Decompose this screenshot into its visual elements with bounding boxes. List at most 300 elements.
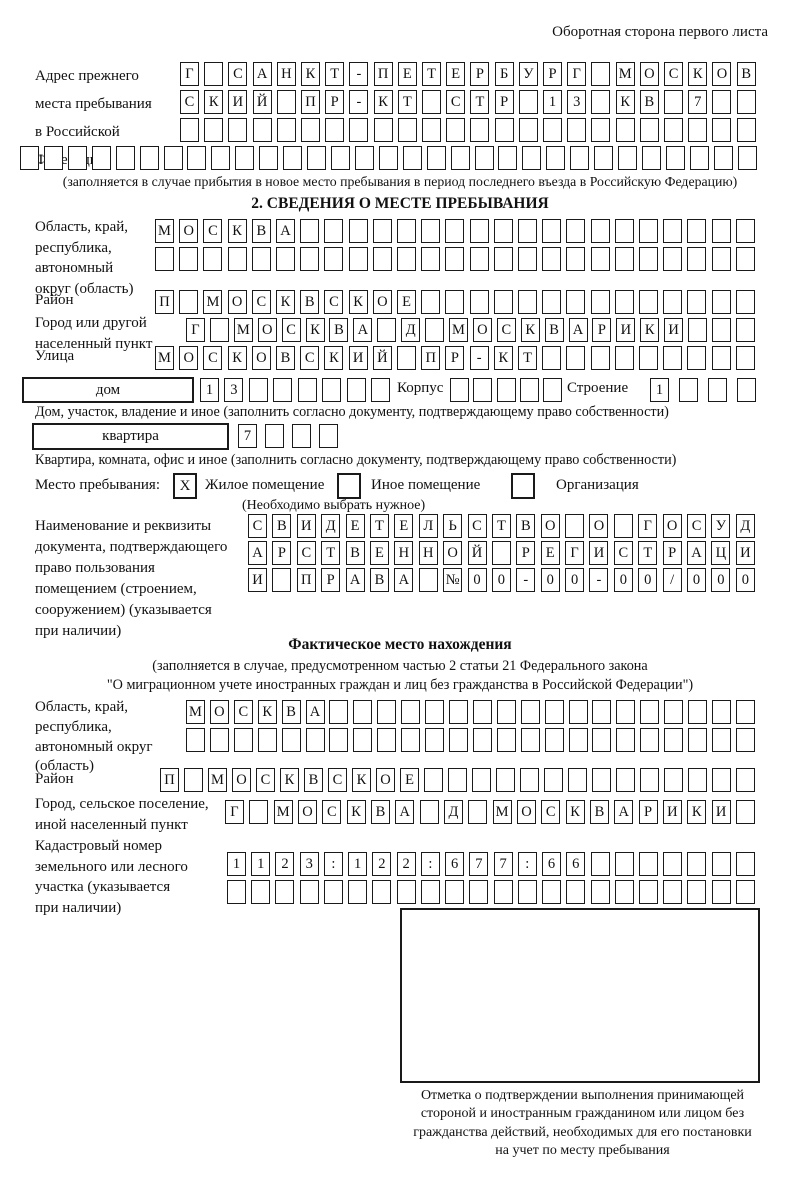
char-cell: Т [321, 541, 340, 565]
char-cell [520, 378, 539, 402]
char-cell [544, 768, 563, 792]
char-cell [615, 219, 634, 243]
char-cell [736, 852, 755, 876]
text-line: Адрес прежнего [35, 68, 139, 84]
actual-region-label [35, 698, 153, 777]
char-cell [736, 346, 755, 370]
char-cell: О [179, 346, 198, 370]
char-cell [397, 880, 416, 904]
char-cell: 0 [541, 568, 560, 592]
char-cell [736, 219, 755, 243]
char-cell: - [349, 90, 368, 114]
char-cell [497, 378, 516, 402]
char-cell [353, 728, 372, 752]
char-cell [445, 290, 464, 314]
char-cell [664, 768, 683, 792]
char-cell: 2 [372, 852, 391, 876]
section2-region-row-1 [155, 219, 755, 243]
char-cell: И [712, 800, 731, 824]
char-cell [186, 728, 205, 752]
char-cell [591, 90, 610, 114]
char-cell: С [203, 346, 222, 370]
char-cell [398, 118, 417, 142]
char-cell: - [516, 568, 535, 592]
char-cell [518, 247, 537, 271]
stroenie-row [650, 378, 756, 402]
char-cell: Е [541, 541, 560, 565]
char-cell [401, 728, 420, 752]
char-cell: 6 [445, 852, 464, 876]
char-cell: О [640, 62, 659, 86]
char-cell [498, 146, 517, 170]
char-cell: А [276, 219, 295, 243]
char-cell [712, 118, 731, 142]
text-line: документа, подтверждающего [35, 539, 228, 555]
char-cell [472, 768, 491, 792]
char-cell: В [304, 768, 323, 792]
actual-region-row-1 [186, 700, 755, 724]
char-cell [640, 118, 659, 142]
char-cell: С [203, 219, 222, 243]
char-cell [496, 768, 515, 792]
char-cell [566, 290, 585, 314]
char-cell [446, 118, 465, 142]
char-cell: М [155, 219, 174, 243]
char-cell: С [256, 768, 275, 792]
char-cell: В [640, 90, 659, 114]
char-cell: В [300, 290, 319, 314]
char-cell [642, 146, 661, 170]
char-cell: 0 [565, 568, 584, 592]
char-cell [277, 90, 296, 114]
char-cell: Ь [443, 514, 462, 538]
char-cell: А [395, 800, 414, 824]
char-cell: А [614, 800, 633, 824]
char-cell [277, 118, 296, 142]
char-cell: Р [470, 62, 489, 86]
text-line: населенный пункт [35, 336, 153, 352]
char-cell: К [521, 318, 540, 342]
char-cell [282, 728, 301, 752]
char-cell: М [449, 318, 468, 342]
char-cell [687, 247, 706, 271]
char-cell: С [328, 768, 347, 792]
char-cell: С [468, 514, 487, 538]
premises-note: (Необходимо выбрать нужное) [242, 498, 426, 513]
char-cell [494, 219, 513, 243]
char-cell [614, 514, 633, 538]
char-cell [470, 118, 489, 142]
char-cell [421, 247, 440, 271]
text-line: стороной и иностранным гражданином или лицом без [420, 1106, 745, 1122]
char-cell: С [282, 318, 301, 342]
stroenie-label: Строение [567, 380, 629, 396]
char-cell [663, 880, 682, 904]
char-cell [397, 247, 416, 271]
char-cell [187, 146, 206, 170]
char-cell [712, 247, 731, 271]
text-line: при наличии) [35, 623, 122, 639]
char-cell: Р [495, 90, 514, 114]
premises-organization-checkbox [511, 473, 535, 499]
char-cell [283, 146, 302, 170]
char-cell [521, 728, 540, 752]
actual-location-note [0, 657, 800, 695]
char-cell: Й [373, 346, 392, 370]
char-cell: Е [397, 290, 416, 314]
char-cell [424, 768, 443, 792]
text-line: в Российской [35, 124, 120, 140]
char-cell [712, 880, 731, 904]
char-cell [736, 768, 755, 792]
char-cell [265, 424, 284, 448]
char-cell [179, 247, 198, 271]
char-cell [497, 700, 516, 724]
char-cell [569, 700, 588, 724]
char-cell [300, 219, 319, 243]
char-cell: К [640, 318, 659, 342]
char-cell [736, 728, 755, 752]
apartment-caption: Квартира, комната, офис и иное (заполнить согласно документу, подтверждающему право собственности) [35, 452, 677, 468]
char-cell [495, 118, 514, 142]
char-cell: И [663, 800, 682, 824]
char-cell [639, 290, 658, 314]
corner-note: Оборотная сторона первого листа [552, 24, 768, 40]
char-cell: А [248, 541, 267, 565]
char-cell [736, 700, 755, 724]
char-cell [210, 728, 229, 752]
char-cell [640, 768, 659, 792]
char-cell [179, 290, 198, 314]
char-cell [445, 247, 464, 271]
char-cell [736, 800, 755, 824]
char-cell [546, 146, 565, 170]
char-cell [639, 247, 658, 271]
char-cell: 7 [494, 852, 513, 876]
house-type-box: дом [22, 377, 194, 403]
char-cell [712, 346, 731, 370]
char-cell: Р [325, 90, 344, 114]
char-cell: 0 [711, 568, 730, 592]
char-cell: О [228, 290, 247, 314]
char-cell: К [349, 290, 368, 314]
char-cell [712, 700, 731, 724]
char-cell [615, 290, 634, 314]
char-cell: А [394, 568, 413, 592]
char-cell: В [516, 514, 535, 538]
char-cell: : [421, 852, 440, 876]
char-cell: М [203, 290, 222, 314]
char-cell [591, 118, 610, 142]
char-cell [712, 318, 731, 342]
char-cell [568, 768, 587, 792]
char-cell [497, 728, 516, 752]
char-cell [445, 880, 464, 904]
text-line: республика, [35, 239, 112, 256]
char-cell [348, 880, 367, 904]
char-cell: В [590, 800, 609, 824]
char-cell [273, 378, 292, 402]
char-cell: Ц [711, 541, 730, 565]
char-cell [419, 568, 438, 592]
char-cell: П [374, 62, 393, 86]
char-cell: Й [468, 541, 487, 565]
char-cell: Е [394, 514, 413, 538]
char-cell [379, 146, 398, 170]
char-cell: О [373, 290, 392, 314]
char-cell [377, 700, 396, 724]
char-cell: М [234, 318, 253, 342]
char-cell: К [280, 768, 299, 792]
char-cell [397, 346, 416, 370]
char-cell [519, 118, 538, 142]
char-cell [44, 146, 63, 170]
apartment-type-box: квартира [32, 423, 229, 450]
char-cell: О [712, 62, 731, 86]
char-cell: Р [592, 318, 611, 342]
char-cell: Г [186, 318, 205, 342]
char-cell [712, 90, 731, 114]
char-cell: 0 [638, 568, 657, 592]
char-cell [663, 290, 682, 314]
stamp-caption [385, 1087, 780, 1161]
char-cell [473, 728, 492, 752]
char-cell: Л [419, 514, 438, 538]
char-cell [736, 247, 755, 271]
char-cell: С [228, 62, 247, 86]
char-cell: К [228, 219, 247, 243]
char-cell: 1 [227, 852, 246, 876]
char-cell [616, 728, 635, 752]
char-cell: М [493, 800, 512, 824]
char-cell [737, 90, 756, 114]
char-cell [592, 768, 611, 792]
char-cell: С [664, 62, 683, 86]
char-cell: К [352, 768, 371, 792]
char-cell: Г [567, 62, 586, 86]
char-cell: К [204, 90, 223, 114]
char-cell: Р [445, 346, 464, 370]
char-cell [591, 852, 610, 876]
char-cell [542, 880, 561, 904]
char-cell [663, 346, 682, 370]
section2-region-row-2 [155, 247, 755, 271]
char-cell [397, 219, 416, 243]
char-cell: П [421, 346, 440, 370]
char-cell: О [258, 318, 277, 342]
char-cell: 3 [300, 852, 319, 876]
char-cell: С [300, 346, 319, 370]
char-cell [592, 700, 611, 724]
actual-city-label [35, 794, 209, 835]
char-cell: Т [470, 90, 489, 114]
char-cell: А [306, 700, 325, 724]
char-cell [591, 880, 610, 904]
char-cell [687, 290, 706, 314]
char-cell: Н [394, 541, 413, 565]
char-cell: 0 [687, 568, 706, 592]
char-cell [618, 146, 637, 170]
char-cell [211, 146, 230, 170]
text-line: при наличии) [35, 899, 122, 916]
char-cell: № [443, 568, 462, 592]
char-cell [545, 700, 564, 724]
char-cell [373, 247, 392, 271]
char-cell [494, 247, 513, 271]
char-cell [449, 700, 468, 724]
char-cell: С [324, 290, 343, 314]
char-cell: О [210, 700, 229, 724]
char-cell: Р [639, 800, 658, 824]
char-cell: О [443, 541, 462, 565]
char-cell [679, 378, 698, 402]
char-cell: А [569, 318, 588, 342]
char-cell [204, 62, 223, 86]
char-cell [737, 118, 756, 142]
char-cell [140, 146, 159, 170]
char-cell: Р [321, 568, 340, 592]
char-cell: 1 [251, 852, 270, 876]
char-cell [712, 728, 731, 752]
char-cell: Е [400, 768, 419, 792]
char-cell: Д [736, 514, 755, 538]
char-cell [349, 118, 368, 142]
char-cell [331, 146, 350, 170]
char-cell [300, 247, 319, 271]
char-cell: И [589, 541, 608, 565]
char-cell: С [497, 318, 516, 342]
char-cell: В [282, 700, 301, 724]
char-cell: О [376, 768, 395, 792]
char-cell: Т [370, 514, 389, 538]
char-cell [591, 62, 610, 86]
char-cell [566, 247, 585, 271]
char-cell [473, 700, 492, 724]
char-cell [298, 378, 317, 402]
document-row-3 [248, 568, 755, 592]
char-cell: - [349, 62, 368, 86]
char-cell [615, 852, 634, 876]
char-cell: С [248, 514, 267, 538]
char-cell [688, 728, 707, 752]
text-line: Отметка о подтверждении выполнения принимающей [420, 1088, 745, 1103]
char-cell [155, 247, 174, 271]
char-cell: Д [444, 800, 463, 824]
char-cell [184, 768, 203, 792]
char-cell [712, 219, 731, 243]
char-cell [664, 90, 683, 114]
char-cell: / [663, 568, 682, 592]
char-cell: О [298, 800, 317, 824]
char-cell [324, 880, 343, 904]
char-cell: Г [638, 514, 657, 538]
char-cell [519, 90, 538, 114]
premises-label: Место пребывания: [35, 477, 160, 493]
char-cell [492, 541, 511, 565]
char-cell [494, 880, 513, 904]
char-cell: Е [370, 541, 389, 565]
text-line: Кадастровый номер [35, 838, 162, 854]
char-cell [421, 290, 440, 314]
text-line: участка (указывается [35, 879, 171, 895]
char-cell [664, 728, 683, 752]
char-cell [259, 146, 278, 170]
apartment-number-row [238, 424, 338, 448]
char-cell [518, 290, 537, 314]
char-cell [306, 728, 325, 752]
char-cell [228, 247, 247, 271]
char-cell: К [228, 346, 247, 370]
char-cell [164, 146, 183, 170]
char-cell: С [180, 90, 199, 114]
text-line: республика, [35, 718, 112, 735]
char-cell: Г [180, 62, 199, 86]
section2-district-label: Район [35, 292, 74, 308]
char-cell [543, 118, 562, 142]
char-cell [615, 346, 634, 370]
section2-street-label: Улица [35, 348, 75, 364]
char-cell [301, 118, 320, 142]
char-cell [329, 728, 348, 752]
char-cell [422, 90, 441, 114]
char-cell [545, 728, 564, 752]
char-cell: 0 [468, 568, 487, 592]
char-cell: 0 [492, 568, 511, 592]
char-cell [712, 290, 731, 314]
premises-other-label: Иное помещение [371, 477, 481, 493]
char-cell: С [446, 90, 465, 114]
text-line: (заполняется в случае, предусмотренном частью 2 статьи 21 Федерального закона [152, 658, 648, 674]
char-cell: К [324, 346, 343, 370]
text-line: право пользования [35, 560, 155, 576]
char-cell [664, 118, 683, 142]
char-cell [640, 728, 659, 752]
korpus-label: Корпус [397, 380, 444, 396]
char-cell [687, 852, 706, 876]
char-cell: У [711, 514, 730, 538]
char-cell [372, 880, 391, 904]
char-cell: Т [422, 62, 441, 86]
char-cell: 6 [566, 852, 585, 876]
char-cell [688, 318, 707, 342]
char-cell [473, 378, 492, 402]
prev-address-row-4 [20, 146, 757, 170]
char-cell [570, 146, 589, 170]
char-cell: В [545, 318, 564, 342]
char-cell [445, 219, 464, 243]
char-cell: Е [446, 62, 465, 86]
section2-street-row [155, 346, 755, 370]
prev-address-row-2 [180, 90, 756, 114]
char-cell [353, 700, 372, 724]
char-cell [616, 700, 635, 724]
korpus-row [450, 378, 562, 402]
char-cell: : [518, 852, 537, 876]
char-cell [448, 768, 467, 792]
char-cell: Д [401, 318, 420, 342]
text-line: (область) [35, 758, 94, 775]
char-cell: И [297, 514, 316, 538]
actual-district-label: Район [35, 771, 74, 787]
char-cell [688, 118, 707, 142]
char-cell: 7 [688, 90, 707, 114]
prev-address-row-3 [180, 118, 756, 142]
char-cell [425, 700, 444, 724]
char-cell [663, 219, 682, 243]
cadastral-label [35, 836, 188, 918]
char-cell [542, 346, 561, 370]
text-line: автономный [35, 260, 114, 276]
